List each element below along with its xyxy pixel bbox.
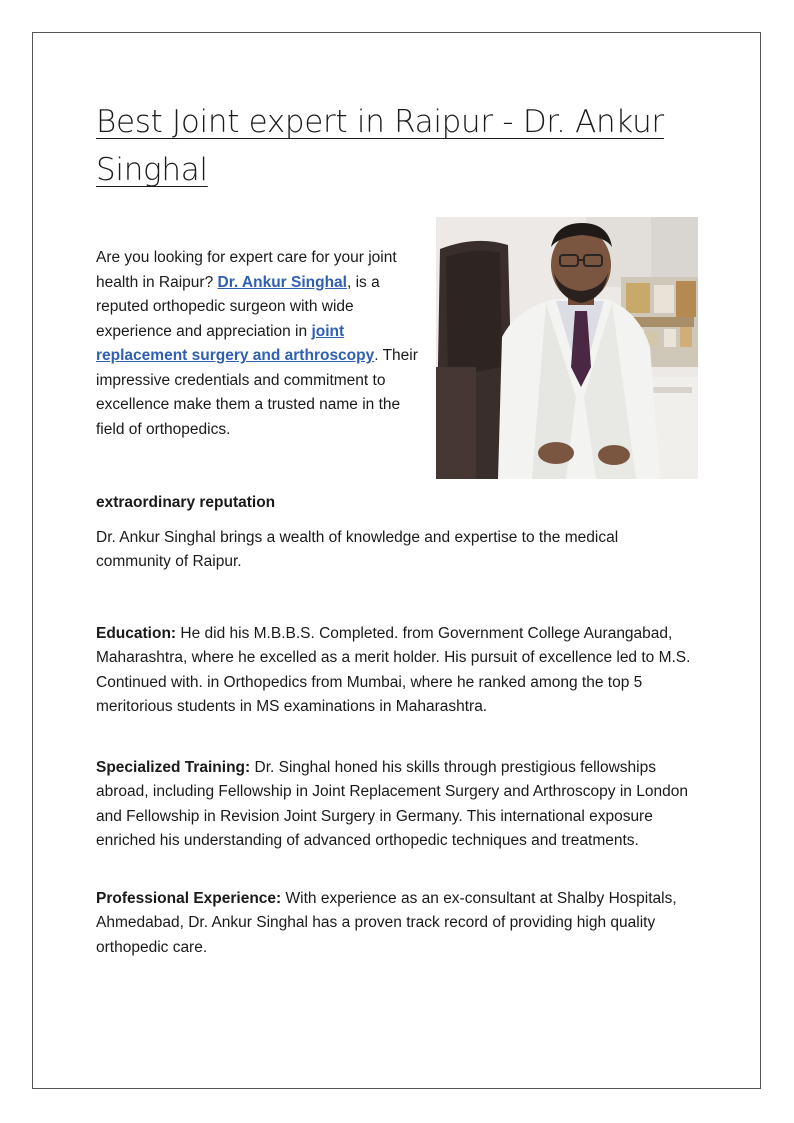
training-text: Dr. Singhal honed his skills through prestigious fellowships abroad, including Fellowship in Joint Replacement Surgery and Arthroscopy in London and Fellowship in Revision Joint Surgery in Germany. This international exposure enriched his understanding of advanced orthopedic techniques and treatments. [96,759,688,850]
education-paragraph [96,622,696,720]
joint-replacement-link[interactable]: joint replacement surgery and arthroscopy [96,322,375,364]
reputation-heading: extraordinary reputation [96,494,276,511]
intro-text-3: . Their impressive credentials and commitment to excellence make them a trusted name in the field of orthopedics. [96,347,418,438]
intro-text-2: , is a reputed orthopedic surgeon with wide experience and appreciation in [96,273,380,340]
experience-paragraph [96,887,696,960]
experience-label: Professional Experience: [96,890,282,907]
intro-paragraph [96,246,432,442]
education-text: He did his M.B.B.S. Completed. from Government College Aurangabad, Maharashtra, where he excelled as a merit holder. His pursuit of excellence led to M.S. Continued with. in Orthopedics from Mumbai, where he ranked among the top 5 meritorious students in MS examinations in Maharashtra. [96,625,691,716]
training-label: Specialized Training: [96,759,251,776]
reputation-paragraph: Dr. Ankur Singhal brings a wealth of knowledge and expertise to the medical community of Raipur. [96,529,619,571]
doctor-name-link[interactable]: Dr. Ankur Singhal [217,273,347,291]
experience-text: With experience as an ex-consultant at Shalby Hospitals, Ahmedabad, Dr. Ankur Singhal has a proven track record of providing high quality orthopedic care. [96,890,677,956]
education-label: Education: [96,625,177,642]
page-title: Best Joint expert in Raipur - Dr. Ankur Singhal [96,104,664,188]
intro-text-1: Are you looking for expert care for your joint health in Raipur? [96,249,397,291]
doctor-portrait-icon [436,217,698,479]
training-paragraph [96,756,696,854]
doctor-photo [436,217,698,479]
